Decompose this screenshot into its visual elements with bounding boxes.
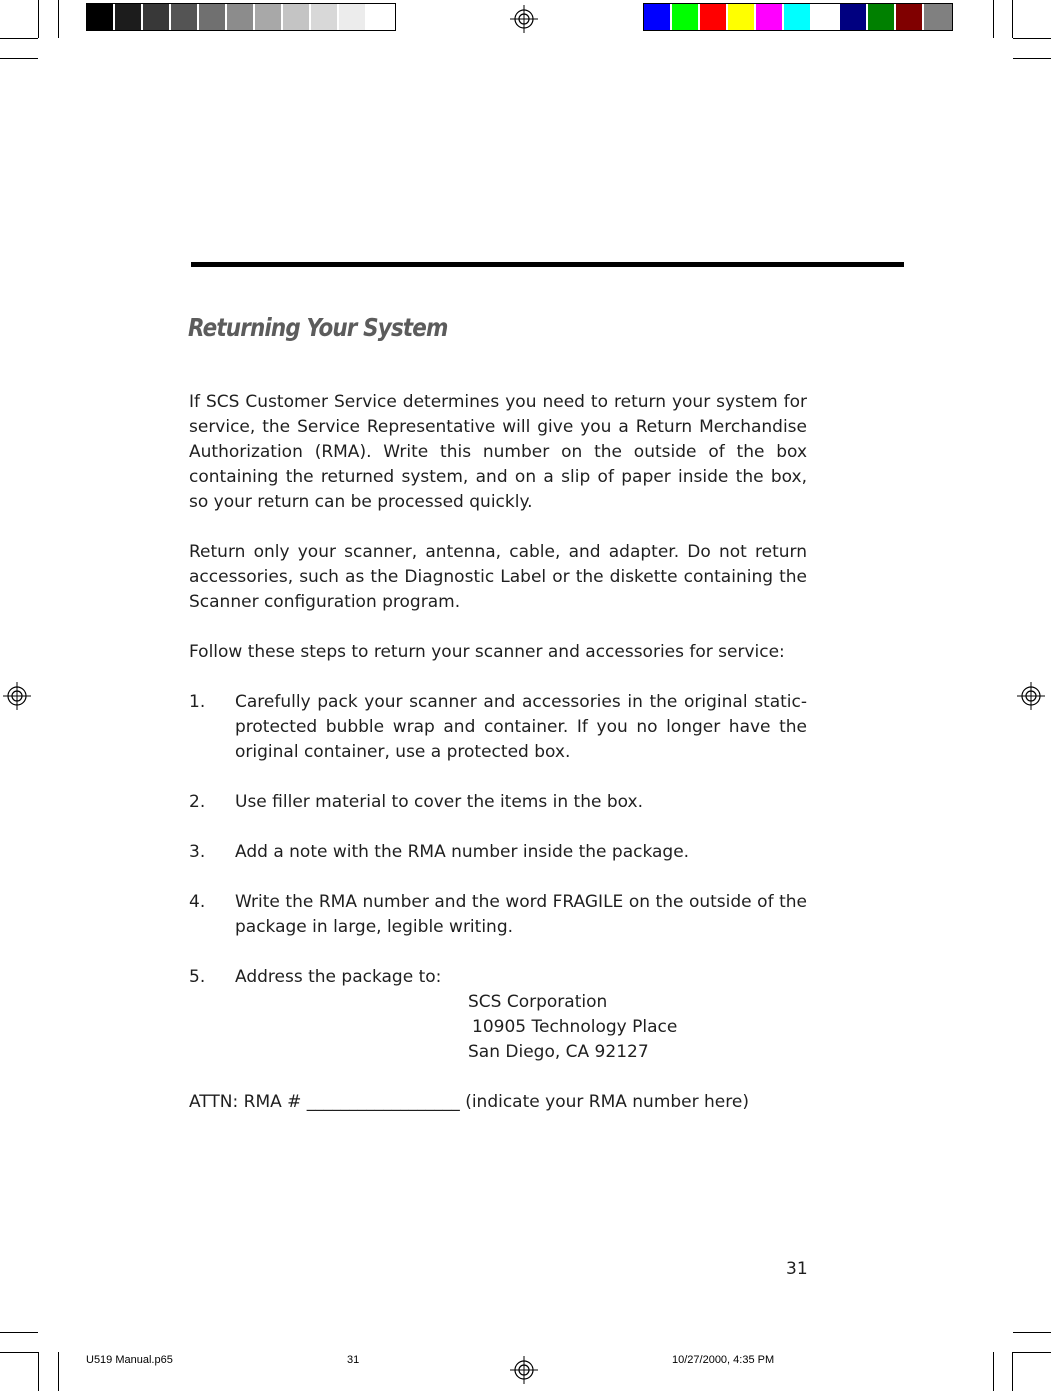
crop-mark — [38, 1352, 39, 1391]
paragraph-steps-intro: Follow these steps to return your scanner and accessories for service: — [189, 642, 785, 662]
color-swatch — [87, 4, 115, 30]
crop-mark — [1012, 1352, 1013, 1391]
registration-mark-icon — [510, 5, 538, 33]
crop-mark — [1012, 0, 1013, 38]
color-swatch — [367, 4, 395, 30]
slug-filename: U519 Manual.p65 — [86, 1354, 173, 1366]
color-swatch — [868, 4, 896, 30]
color-swatch — [784, 4, 812, 30]
slug-date: 10/27/2000, 4:35 PM — [672, 1354, 775, 1366]
crop-mark — [1013, 1352, 1051, 1353]
step-number: 2. — [189, 792, 206, 812]
registration-mark-icon — [1017, 682, 1045, 710]
step-number: 3. — [189, 842, 206, 862]
color-swatch — [672, 4, 700, 30]
step-number: 4. — [189, 892, 206, 912]
color-swatch — [339, 4, 367, 30]
step-number: 1. — [189, 692, 206, 712]
crop-mark — [993, 0, 994, 38]
attn-rma-line: ATTN: RMA # __________________ (indicate your RMA number here) — [189, 1092, 749, 1112]
color-swatch — [199, 4, 227, 30]
step-text: Address the package to: — [235, 967, 442, 987]
color-swatch — [227, 4, 255, 30]
crop-mark — [58, 0, 59, 38]
crop-mark — [0, 38, 38, 39]
registration-mark-icon — [3, 682, 31, 710]
color-swatch — [255, 4, 283, 30]
paragraph-return-items: Return only your scanner, antenna, cable, and adapter. Do not return accessories, such as the Diagnostic Label or the diskette containing the Scanner configuration program. — [189, 542, 807, 612]
address-line-street: 10905 Technology Place — [472, 1017, 678, 1037]
page-number: 31 — [786, 1259, 808, 1279]
registration-mark-icon — [510, 1356, 538, 1384]
color-swatch — [311, 4, 339, 30]
color-swatch — [644, 4, 672, 30]
color-swatch — [840, 4, 868, 30]
crop-mark — [0, 1332, 38, 1333]
crop-mark — [58, 1352, 59, 1391]
slug-page: 31 — [347, 1354, 360, 1366]
address-line-city: San Diego, CA 92127 — [468, 1042, 649, 1062]
color-swatch — [728, 4, 756, 30]
grayscale-swatch-bar — [86, 3, 396, 31]
crop-mark — [1013, 1332, 1051, 1333]
page-title: Returning Your System — [188, 313, 448, 342]
address-line-company: SCS Corporation — [468, 992, 608, 1012]
crop-mark — [0, 58, 38, 59]
step-text: Carefully pack your scanner and accessories in the original static-protected bubble wrap and container. If you no longer have the original container, use a protected box. — [235, 692, 807, 762]
color-swatch — [283, 4, 311, 30]
color-swatch — [924, 4, 952, 30]
color-swatch — [812, 4, 840, 30]
step-number: 5. — [189, 967, 206, 987]
color-swatch — [171, 4, 199, 30]
crop-mark — [0, 1352, 38, 1353]
color-swatch — [700, 4, 728, 30]
heading-rule — [191, 262, 904, 267]
crop-mark — [993, 1352, 994, 1391]
step-text: Add a note with the RMA number inside the package. — [235, 842, 690, 862]
color-swatch — [896, 4, 924, 30]
color-swatch — [143, 4, 171, 30]
color-swatch — [756, 4, 784, 30]
color-swatch — [115, 4, 143, 30]
crop-mark — [1013, 38, 1051, 39]
crop-mark — [38, 0, 39, 38]
step-text: Use filler material to cover the items in the box. — [235, 792, 643, 812]
step-text: Write the RMA number and the word FRAGILE on the outside of the package in large, legible writing. — [235, 892, 807, 937]
paragraph-intro: If SCS Customer Service determines you need to return your system for service, the Service Representative will give you a Return Merchandise Authorization (RMA). Write this number on the outside of the box containing the returned system, and on a slip of paper inside the box, so your return can be processed quickly. — [189, 392, 807, 512]
color-swatch-bar — [643, 3, 953, 31]
crop-mark — [1013, 58, 1051, 59]
